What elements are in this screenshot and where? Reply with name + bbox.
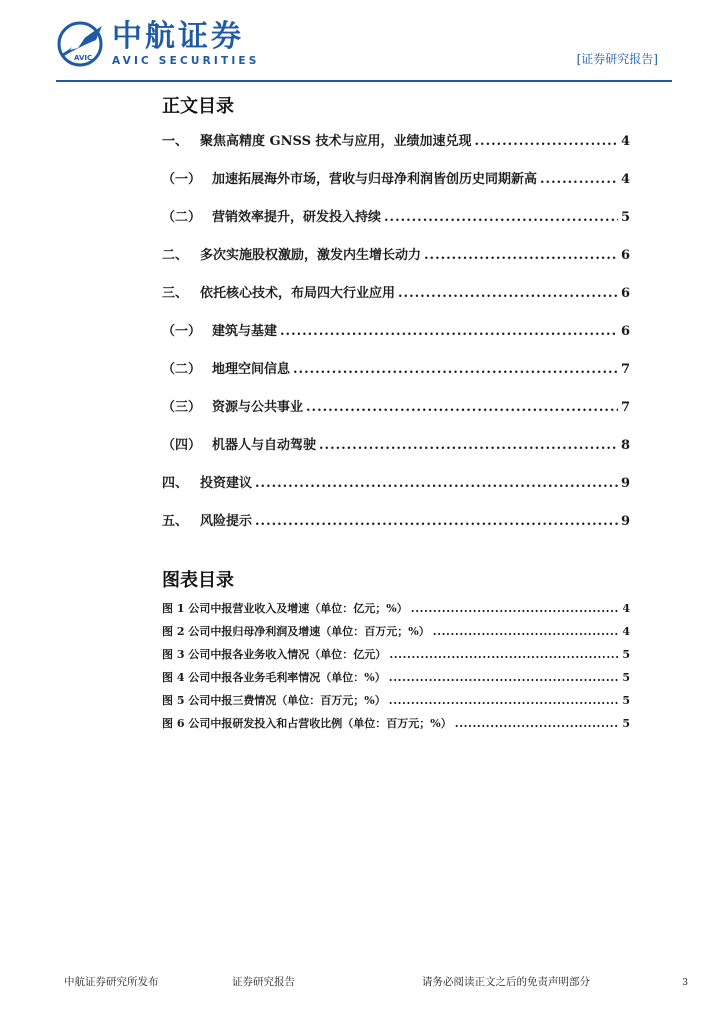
toc-entry-page: 9: [620, 476, 630, 491]
figure-leader-dots: [389, 671, 620, 684]
figure-leader-dots: [433, 625, 620, 638]
logo-english-name: AVIC SECURITIES: [112, 55, 260, 67]
toc-entry-number: 五、: [162, 514, 189, 529]
figure-entry[interactable]: [162, 669, 630, 685]
toc-entry-number: 四、: [162, 476, 189, 491]
toc-entry-title: 依托核心技术，布局四大行业应用: [200, 286, 396, 301]
avic-plane-logo-icon: [56, 20, 106, 68]
toc-entry[interactable]: [162, 282, 630, 301]
header-divider: [56, 80, 672, 82]
figure-entry-page: 5: [622, 671, 630, 684]
figure-entry[interactable]: [162, 646, 630, 662]
figure-entry-title: 图 6 公司中报研发投入和占营收比例（单位：百万元；%）: [162, 717, 452, 730]
toc-entry-page: 6: [620, 248, 630, 263]
logo-chinese-name: 中航证券: [112, 19, 244, 54]
toc-entry-title: 建筑与基建: [212, 324, 278, 339]
footer-publisher: 中航证券研究所发布: [64, 976, 159, 988]
figure-entry-page: 5: [622, 717, 630, 730]
footer-disclaimer: 请务必阅读正文之后的免责声明部分: [422, 976, 590, 988]
toc-entry-page: 4: [620, 172, 630, 187]
toc-entry[interactable]: [162, 130, 630, 149]
toc-entry-title: 加速拓展海外市场，营收与归母净利润皆创历史同期新高: [212, 172, 538, 187]
toc-entry-number: 三、: [162, 286, 189, 301]
toc-entry-title: 营销效率提升，研发投入持续: [212, 210, 382, 225]
toc-entry-page: 7: [620, 362, 630, 377]
toc-entry-number: （四）: [162, 438, 202, 453]
figure-entry-title: 图 2 公司中报归母净利润及增速（单位：百万元；%）: [162, 625, 430, 638]
toc-entry-number: 一、: [162, 134, 189, 149]
toc-entry[interactable]: [162, 396, 630, 415]
toc-leader-dots: [475, 134, 618, 149]
toc-entry[interactable]: [162, 434, 630, 453]
toc-leader-dots: [293, 362, 618, 377]
toc-entry-page: 6: [620, 324, 630, 339]
company-logo: [56, 20, 260, 68]
toc-entry[interactable]: [162, 206, 630, 225]
figure-leader-dots: [389, 694, 620, 707]
toc-entry-title: 风险提示: [200, 514, 253, 529]
figure-entry-title: 图 5 公司中报三费情况（单位：百万元；%）: [162, 694, 386, 707]
figure-entry[interactable]: [162, 715, 630, 731]
figure-leader-dots: [389, 648, 619, 661]
toc-entry-page: 5: [620, 210, 630, 225]
page-number: 3: [682, 978, 688, 988]
toc-entry[interactable]: [162, 320, 630, 339]
toc-leader-dots: [319, 438, 618, 453]
figures-heading: 图表目录: [162, 570, 234, 591]
toc-leader-dots: [384, 210, 618, 225]
toc-heading: 正文目录: [162, 96, 234, 117]
figure-entry[interactable]: [162, 600, 630, 616]
toc-entry-number: （二）: [162, 210, 202, 225]
svg-text:AVIC: AVIC: [74, 54, 93, 62]
figure-entry-title: 图 4 公司中报各业务毛利率情况（单位：%）: [162, 671, 386, 684]
toc-leader-dots: [280, 324, 618, 339]
toc-leader-dots: [255, 514, 618, 529]
figure-entry-title: 图 3 公司中报各业务收入情况（单位：亿元）: [162, 648, 387, 661]
toc-entry-title: 聚焦高精度 GNSS 技术与应用，业绩加速兑现: [200, 134, 472, 149]
toc-entry[interactable]: [162, 510, 630, 529]
toc-entry-number: （一）: [162, 324, 202, 339]
toc-leader-dots: [540, 172, 618, 187]
toc-entry-page: 4: [620, 134, 630, 149]
toc-leader-dots: [306, 400, 618, 415]
figure-entry-page: 5: [622, 648, 630, 661]
toc-entry-number: （三）: [162, 400, 202, 415]
toc-entry-number: （一）: [162, 172, 202, 187]
toc-entry[interactable]: [162, 168, 630, 187]
figure-entry-page: 4: [622, 625, 630, 638]
figure-leader-dots: [411, 602, 620, 615]
toc-leader-dots: [255, 476, 618, 491]
toc-entry-title: 多次实施股权激励，激发内生增长动力: [200, 248, 422, 263]
report-type-tag: [证券研究报告]: [576, 52, 658, 66]
toc-entry-title: 地理空间信息: [212, 362, 291, 377]
toc-entry-page: 8: [620, 438, 630, 453]
toc-entry-number: 二、: [162, 248, 189, 263]
toc-entry-title: 资源与公共事业: [212, 400, 304, 415]
figure-entry-page: 4: [622, 602, 630, 615]
figure-entry-page: 5: [622, 694, 630, 707]
toc-leader-dots: [398, 286, 618, 301]
toc-entry[interactable]: [162, 244, 630, 263]
figure-entry-title: 图 1 公司中报营业收入及增速（单位：亿元；%）: [162, 602, 408, 615]
toc-leader-dots: [424, 248, 618, 263]
figure-leader-dots: [455, 717, 620, 730]
toc-entry-title: 机器人与自动驾驶: [212, 438, 317, 453]
toc-entry-page: 7: [620, 400, 630, 415]
footer-doc-type: 证券研究报告: [232, 976, 295, 988]
toc-entry-page: 6: [620, 286, 630, 301]
toc-entry-title: 投资建议: [200, 476, 253, 491]
toc-entry-number: （二）: [162, 362, 202, 377]
toc-entry-page: 9: [620, 514, 630, 529]
figure-entry[interactable]: [162, 623, 630, 639]
toc-entry[interactable]: [162, 472, 630, 491]
toc-entry[interactable]: [162, 358, 630, 377]
figure-entry[interactable]: [162, 692, 630, 708]
